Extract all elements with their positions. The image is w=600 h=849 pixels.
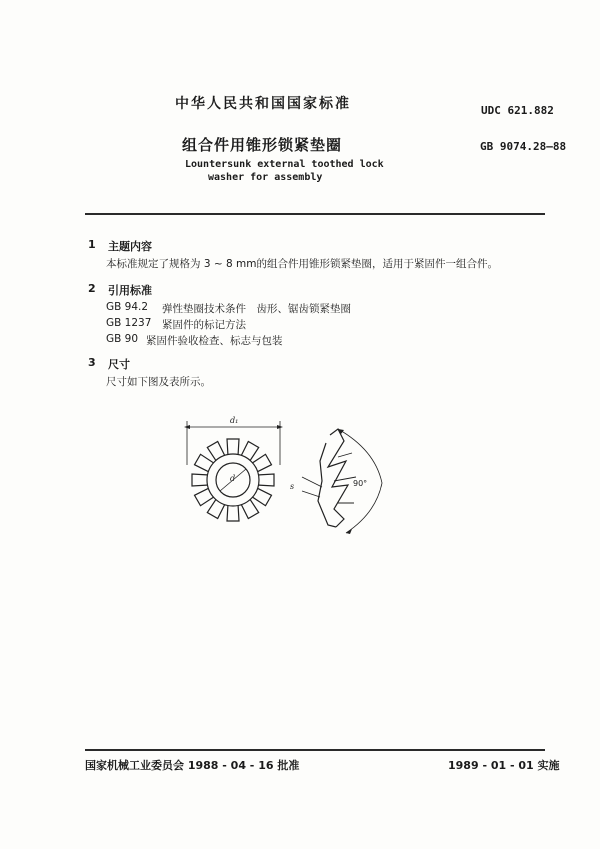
reference-desc: 紧固件验收检查、标志与包装 xyxy=(146,335,283,347)
section-1-text: 本标准规定了规格为 3 ~ 8 mm的组合件用锥形锁紧垫圈，适用于紧固件一组合件。 xyxy=(106,258,498,270)
section-title: 引用标准 xyxy=(108,284,152,297)
section-title: 主题内容 xyxy=(108,240,152,253)
washer-drawing xyxy=(170,405,400,545)
reference-code: GB 94.2 xyxy=(106,301,149,313)
effective-date: 1989 - 01 - 01 实施 xyxy=(448,759,560,772)
label-d: d xyxy=(230,474,236,483)
header-divider xyxy=(85,213,545,215)
english-title-line2: washer for assembly xyxy=(208,172,323,183)
section-number: 2 xyxy=(88,282,96,295)
approval-date: 国家机械工业委员会 1988 - 04 - 16 批准 xyxy=(85,759,300,772)
footer-divider xyxy=(85,749,545,751)
reference-item xyxy=(106,333,486,347)
washer-side-view xyxy=(302,429,382,534)
country-standard-heading: 中华人民共和国国家标准 xyxy=(175,96,351,112)
section-3-text: 尺寸如下图及表所示。 xyxy=(106,376,211,388)
document-title: 组合件用锥形锁紧垫圈 xyxy=(182,136,343,154)
section-number: 1 xyxy=(88,238,96,251)
section-1-heading xyxy=(88,238,288,252)
washer-front-view xyxy=(184,421,283,521)
label-s: s xyxy=(290,482,295,491)
reference-item xyxy=(106,317,486,331)
gb-standard-number: GB 9074.28—88 xyxy=(480,140,567,153)
section-title: 尺寸 xyxy=(108,358,130,371)
reference-desc: 弹性垫圈技术条件 齿形、锯齿锁紧垫圈 xyxy=(162,303,351,315)
udc-code: UDC 621.882 xyxy=(481,104,554,117)
reference-code: GB 1237 xyxy=(106,317,152,329)
section-number: 3 xyxy=(88,356,96,369)
section-2-heading xyxy=(88,282,288,296)
english-title-line1: Lountersunk external toothed lock xyxy=(185,159,384,170)
reference-desc: 紧固件的标记方法 xyxy=(162,319,246,331)
reference-code: GB 90 xyxy=(106,333,139,345)
label-angle: 90° xyxy=(353,479,368,488)
label-d1: d₁ xyxy=(230,416,239,425)
section-3-heading xyxy=(88,356,288,370)
reference-item xyxy=(106,301,486,315)
